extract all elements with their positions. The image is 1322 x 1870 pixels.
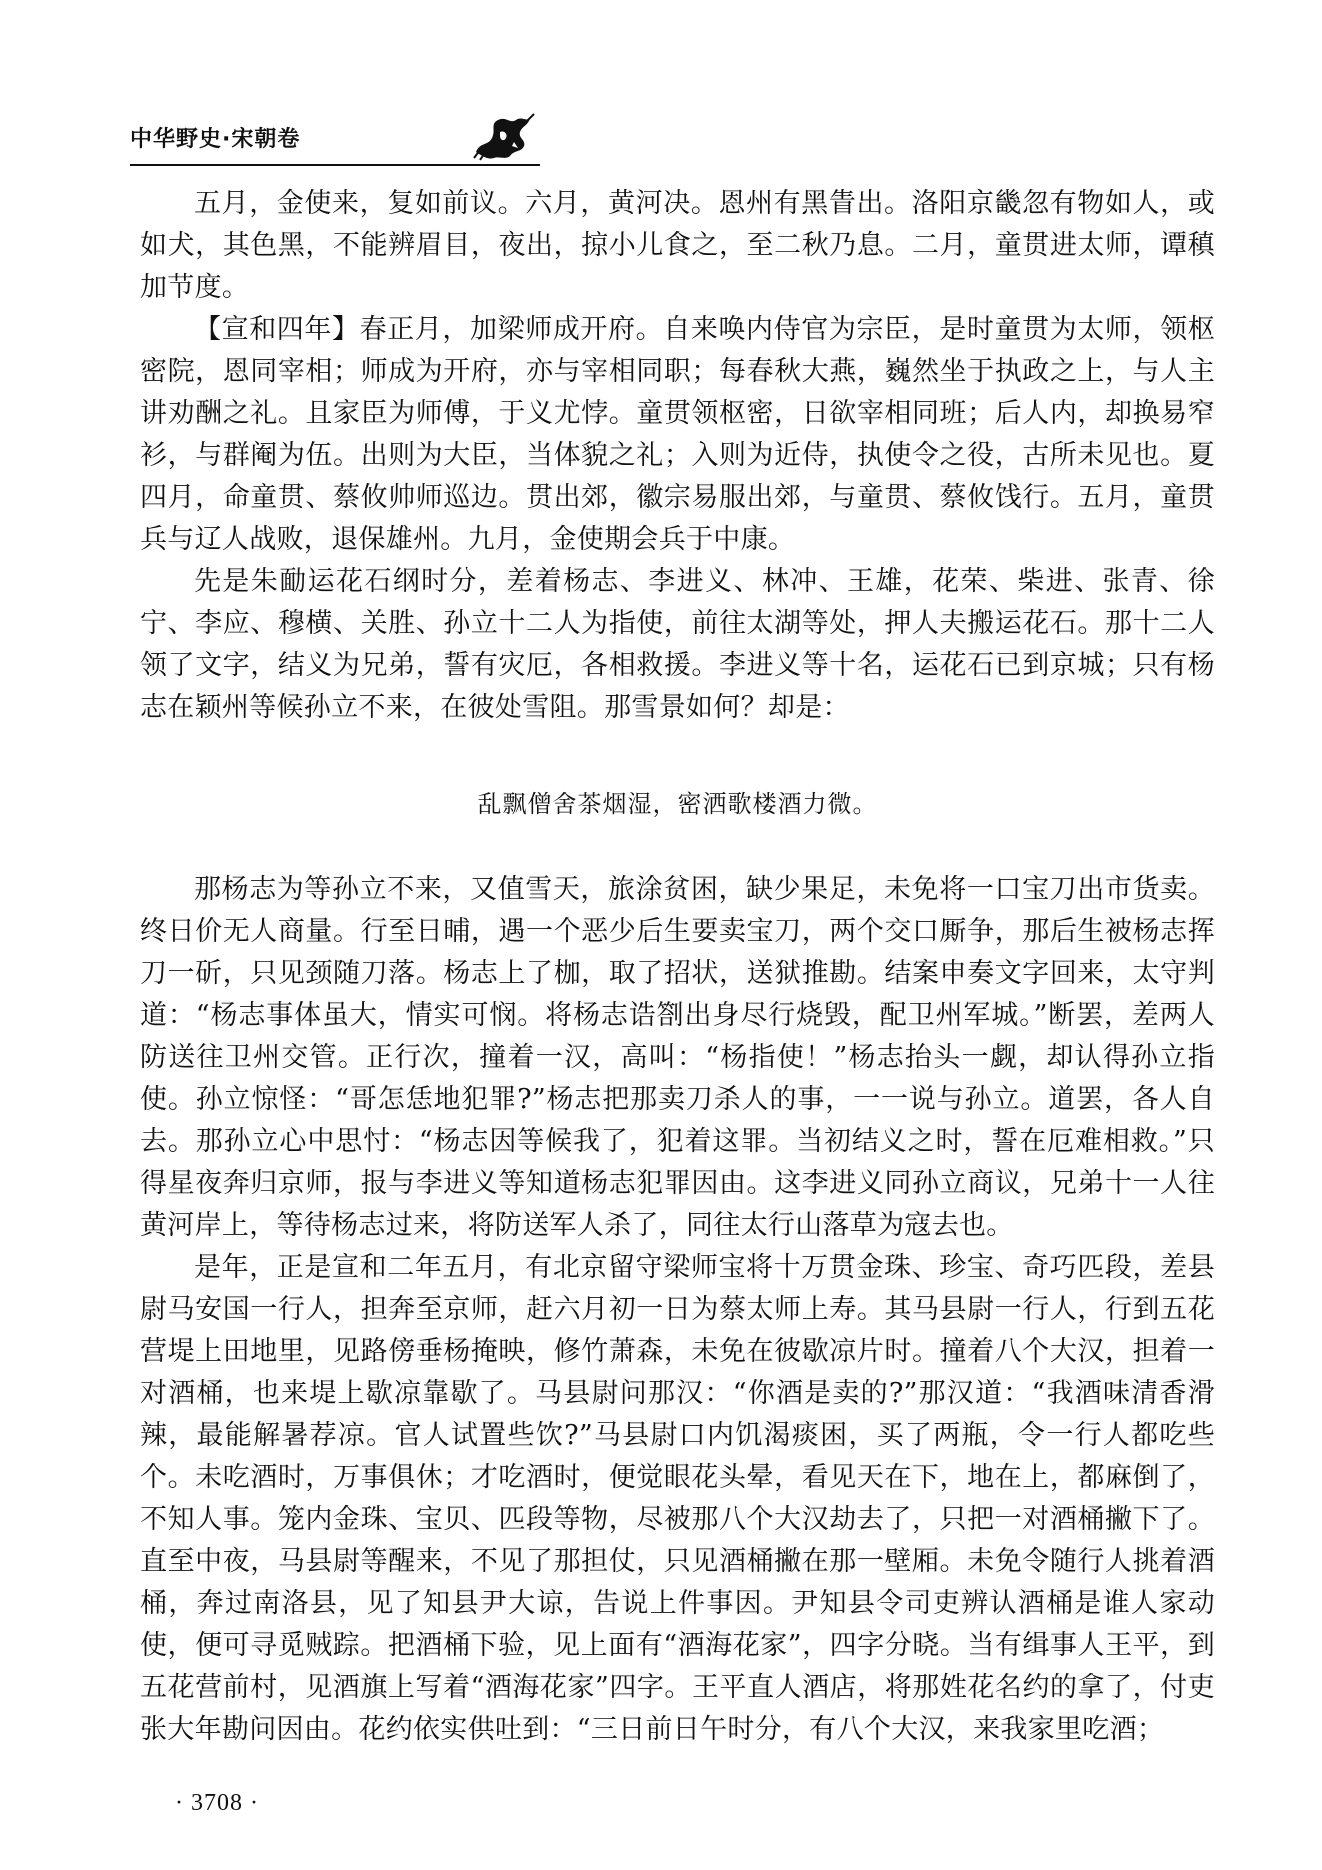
header-title: 中华野史·宋朝卷: [130, 127, 301, 152]
poem-line: 乱飘僧舍茶烟湿，密洒歌楼酒力微。: [477, 790, 878, 818]
page-number: · 3708 ·: [175, 1790, 259, 1816]
running-header: [130, 118, 550, 178]
main-text: [140, 183, 1215, 1751]
header-rule: [130, 164, 540, 166]
dragon-icon: [470, 112, 536, 162]
paragraph: 那杨志为等孙立不来，又值雪天，旅涂贫困，缺少果足，未免将一口宝刀出市货卖。终日价无人商量。行至日晡，遇一个恶少后生要卖宝刀，两个交口厮争，那后生被杨志挥刀一斫，只见颈随刀落。杨志上了枷，取了招状，送狱推勘。结案申奏文字回来，太守判道：“杨志事体虽大，情实可悯。将杨志诰劄出身尽行烧毁，配卫州军城。”断罢，差两人防送往卫州交管。正行次，撞着一汉，高叫：“杨指使！”杨志抬头一觑，却认得孙立指使。孙立惊怪：“哥怎恁地犯罪?”杨志把那卖刀杀人的事，一一说与孙立。道罢，各人自去。那孙立心中思忖：“杨志因等候我了，犯着这罪。当初结义之时，誓在厄难相救。”只得星夜奔归京师，报与李进义等知道杨志犯罪因由。这李进义同孙立商议，兄弟十一人往黄河岸上，等待杨志过来，将防送军人杀了，同往太行山落草为寇去也。: [140, 874, 1215, 1241]
paragraph: 先是朱勔运花石纲时分，差着杨志、李进义、林冲、王雄，花荣、柴进、张青、徐宁、李应、穆横、关胜、孙立十二人为指使，前往太湖等处，押人夫搬运花石。那十二人领了文字，结义为兄弟，誓有灾厄，各相救援。李进义等十名，运花石已到京城；只有杨志在颖州等候孙立不来，在彼处雪阻。那雪景如何？却是：: [140, 566, 1215, 723]
paragraph: 五月，金使来，复如前议。六月，黄河决。恩州有黑眚出。洛阳京畿忽有物如人，或如犬，其色黑，不能辨眉目，夜出，掠小儿食之，至二秋乃息。二月，童贯进太师，谭稹加节度。: [140, 188, 1215, 303]
paragraph: 【宣和四年】春正月，加梁师成开府。自来唤内侍官为宗臣，是时童贯为太师，领枢密院，恩同宰相；师成为开府，亦与宰相同职；每春秋大燕，巍然坐于执政之上，与人主讲劝酬之礼。且家臣为师傅，于义尤悖。童贯领枢密，日欲宰相同班；后人内，却换易窄衫，与群阉为伍。出则为大臣，当体貌之礼；入则为近侍，执使令之役，古所未见也。夏四月，命童贯、蔡攸帅师巡边。贯出郊，徽宗易服出郊，与童贯、蔡攸饯行。五月，童贯兵与辽人战败，退保雄州。九月，金使期会兵于中康。: [140, 314, 1215, 555]
paragraph: 是年，正是宣和二年五月，有北京留守梁师宝将十万贯金珠、珍宝、奇巧匹段，差县尉马安国一行人，担奔至京师，赶六月初一日为蔡太师上寿。其马县尉一行人，行到五花营堤上田地里，见路傍垂杨掩映，修竹萧森，未免在彼歇凉片时。撞着八个大汉，担着一对酒桶，也来堤上歇凉靠歇了。马县尉问那汉：“你酒是卖的?”那汉道：“我酒味清香滑辣，最能解暑荐凉。官人试置些饮?”马县尉口内饥渴痰困，买了两瓶，令一行人都吃些个。未吃酒时，万事俱休；才吃酒时，便觉眼花头晕，看见天在下，地在上，都麻倒了，不知人事。笼内金珠、宝贝、匹段等物，尽被那八个大汉劫去了，只把一对酒桶撇下了。直至中夜，马县尉等醒来，不见了那担仗，只见酒桶撇在那一壁厢。未免令随行人挑着酒桶，奔过南洛县，见了知县尹大谅，告说上件事因。尹知县令司吏辨认酒桶是谁人家动使，便可寻觅贼踪。把酒桶下验，见上面有“酒海花家”，四字分晓。当有缉事人王平，到五花营前村，见酒旗上写着“酒海花家”四字。王平直人酒店，将那姓花名约的拿了，付吏张大年勘问因由。花约依实供吐到：“三日前日午时分，有八个大汉，来我家里吃酒；: [140, 1252, 1215, 1745]
